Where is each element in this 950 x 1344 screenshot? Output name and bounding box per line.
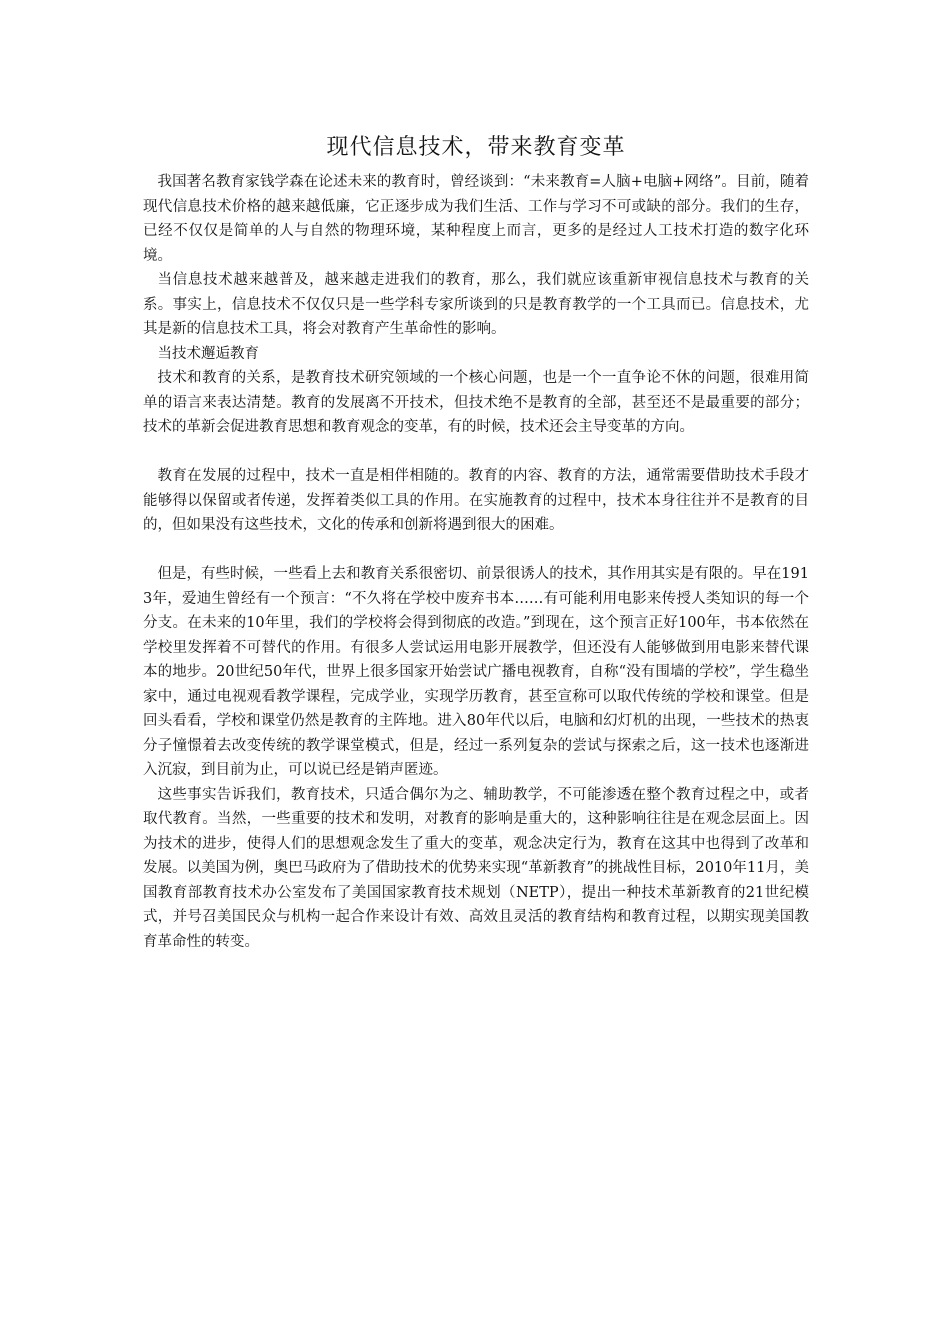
document-body [143,130,809,954]
paragraph-relationship: 当信息技术越来越普及，越来越走进我们的教育，那么，我们就应该重新审视信息技术与教育的关系。事实上，信息技术不仅仅只是一些学科专家所谈到的只是教育教学的一个工具而已。信息技术，尤其是新的信息技术工具，将会对教育产生革命性的影响。 [143,272,809,337]
paragraph-spacer [143,538,809,563]
document-title: 现代信息技术，带来教育变革 [326,135,626,160]
paragraph-core-issue: 技术和教育的关系，是教育技术研究领域的一个核心问题，也是一个一直争论不休的问题，很难用简单的语言来表达清楚。教育的发展离不开技术，但技术绝不是教育的全部，甚至还不是最重要的部分；技术的革新会促进教育思想和教育观念的变革，有的时候，技术还会主导变革的方向。 [143,370,809,435]
section-heading: 当技术邂逅教育 [157,345,259,362]
paragraph-spacer [143,440,809,465]
paragraph-companion: 教育在发展的过程中，技术一直是相伴相随的。教育的内容、教育的方法，通常需要借助技术手段才能够得以保留或者传递，发挥着类似工具的作用。在实施教育的过程中，技术本身往往并不是教育的目的，但如果没有这些技术，文化的传承和创新将遇到很大的困难。 [143,468,809,533]
paragraph-intro: 我国著名教育家钱学森在论述未来的教育时，曾经谈到：“未来教育=人脑+电脑+网络”。目前，随着现代信息技术价格的越来越低廉，它正逐步成为我们生活、工作与学习不可或缺的部分。我们的生存，已经不仅仅是简单的人与自然的物理环境，某种程度上而言，更多的是经过人工技术打造的数字化环境。 [143,174,809,264]
paragraph-conclusion: 这些事实告诉我们，教育技术，只适合偶尔为之、辅助教学，不可能渗透在整个教育过程之中，或者取代教育。当然，一些重要的技术和发明，对教育的影响是重大的，这种影响往往是在观念层面上。因为技术的进步，使得人们的思想观念发生了重大的变革，观念决定行为，教育在这其中也得到了改革和发展。以美国为例，奥巴马政府为了借助技术的优势来实现“革新教育”的挑战性目标，2010年11月，美国教育部教育技术办公室发布了美国国家教育技术规划（NETP），提出一种技术革新教育的21世纪模式，并号召美国民众与机构一起合作来设计有效、高效且灵活的教育结构和教育过程，以期实现美国教育革命性的转变。 [143,786,809,950]
paragraph-history: 但是，有些时候，一些看上去和教育关系很密切、前景很诱人的技术，其作用其实是有限的。早在1913年，爱迪生曾经有一个预言：“不久将在学校中废弃书本……有可能利用电影来传授人类知识的每一个分支。在未来的10年里，我们的学校将会得到彻底的改造。”到现在，这个预言正好100年，书本依然在学校里发挥着不可替代的作用。有很多人尝试运用电影开展教学，但还没有人能够做到用电影来替代课本的地步。20世纪50年代，世界上很多国家开始尝试广播电视教育，自称“没有围墙的学校”，学生稳坐家中，通过电视观看教学课程，完成学业，实现学历教育，甚至宣称可以取代传统的学校和课堂。但是回头看看，学校和课堂仍然是教育的主阵地。进入80年代以后，电脑和幻灯机的出现，一些技术的热衷分子憧憬着去改变传统的教学课堂模式，但是，经过一系列复杂的尝试与探索之后，这一技术也逐渐进入沉寂，到目前为止，可以说已经是销声匿迹。 [143,566,809,778]
